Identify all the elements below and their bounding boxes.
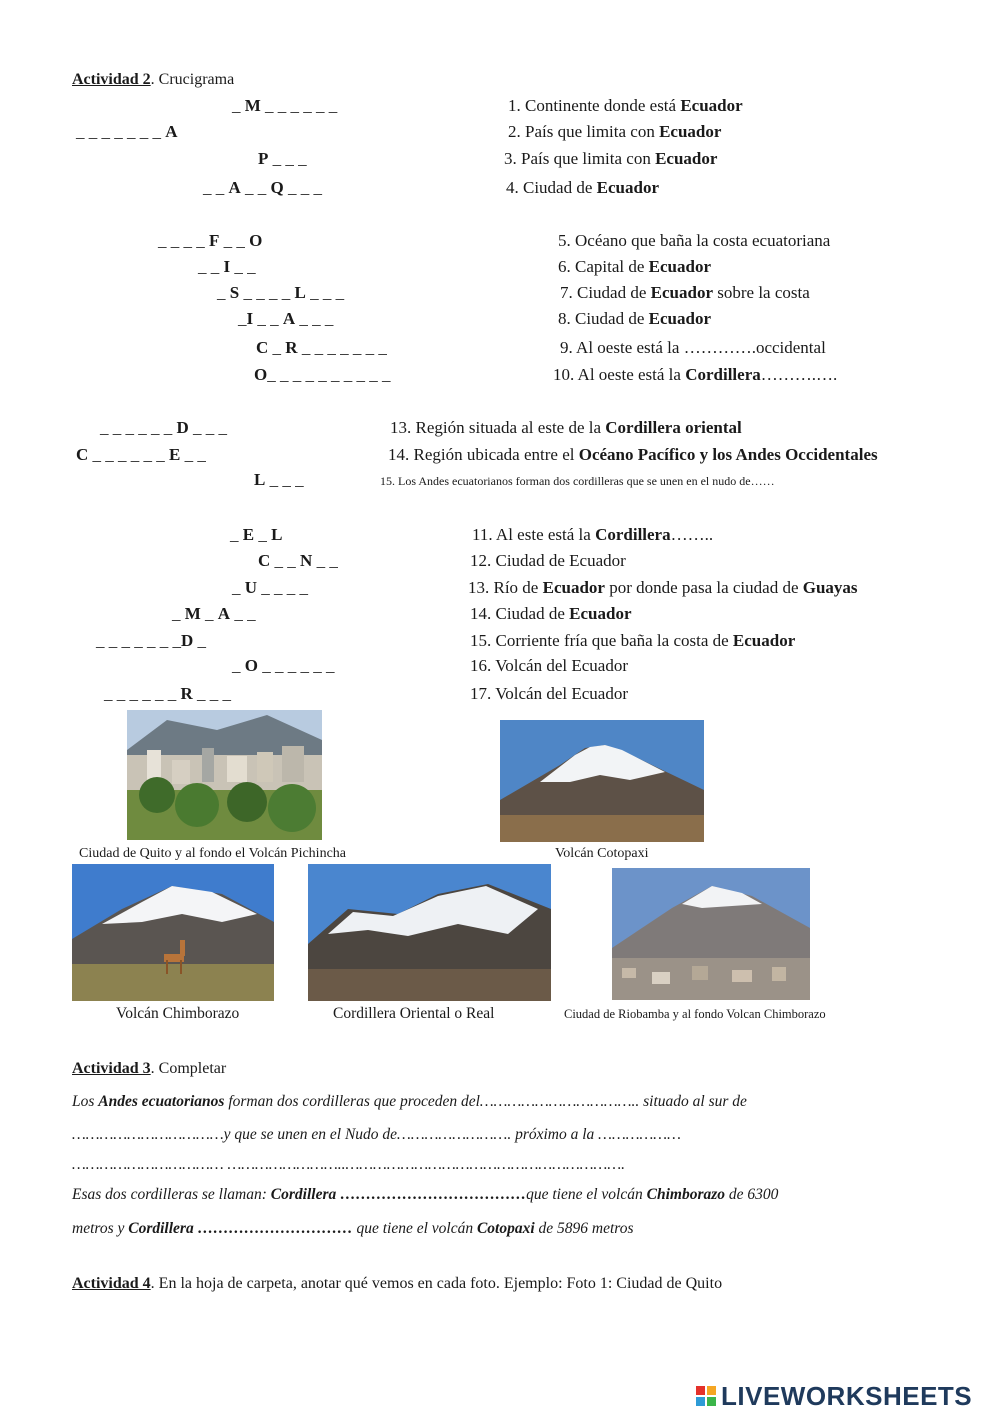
cordillera-oriental-photo [308,864,551,1001]
liveworksheets-logo-icon [696,1386,718,1408]
crossword-row-10[interactable]: O_ _ _ _ _ _ _ _ _ _ [254,365,391,384]
riobamba-photo [612,868,810,1000]
cordillera-oriental-caption: Cordillera Oriental o Real [333,1005,495,1022]
clue-14b: 14. Ciudad de Ecuador [470,604,632,623]
crossword-row-15[interactable]: C _ _ N _ _ [258,551,338,570]
liveworksheets-wordmark: LIVEWORKSHEETS [721,1381,973,1411]
clue-12: 12. Ciudad de Ecuador [470,551,626,570]
crossword-row-4[interactable]: _ _ A _ _ Q _ _ _ [203,178,323,197]
crossword-row-16[interactable]: _ U _ _ _ _ [232,578,309,597]
quito-photo [127,710,322,840]
clue-15a: 15. Los Andes ecuatorianos forman dos cordilleras que se unen en el nudo de…… [380,474,775,488]
activity3-line-1[interactable]: Los Andes ecuatorianos forman dos cordilleras que proceden del…………………………….. situado al sur de [72,1093,747,1110]
clue-7: 7. Ciudad de Ecuador sobre la costa [560,283,810,302]
crossword-row-7[interactable]: _ S _ _ _ _ L _ _ _ [217,283,345,302]
activity3-line-4[interactable]: Esas dos cordilleras se llaman: Cordillera ………………………………que tiene el volcán Chimborazo de 6300 [72,1186,779,1203]
clue-8: 8. Ciudad de Ecuador [558,309,711,328]
clue-6: 6. Capital de Ecuador [558,257,711,276]
clue-17: 17. Volcán del Ecuador [470,684,628,703]
crossword-row-13[interactable]: L _ _ _ [254,470,304,489]
activity3-heading: Actividad 3. Completar [72,1060,227,1077]
activity4-heading: Actividad 4. En la hoja de carpeta, anotar qué vemos en cada foto. Ejemplo: Foto 1: Ciudad de Quito [72,1275,723,1292]
crossword-row-18[interactable]: _ _ _ _ _ _ _D _ [96,631,207,650]
clue-5: 5. Océano que baña la costa ecuatoriana [558,231,831,250]
crossword-row-5[interactable]: _ _ _ _ F _ _ O [158,231,263,250]
activity2-title: Actividad 2 [72,71,151,88]
activity3-line-3[interactable]: …………………………… ……………………..……………………………………………………. [72,1156,625,1173]
clue-4: 4. Ciudad de Ecuador [506,178,659,197]
clue-14a: 14. Región ubicada entre el Océano Pacífico y los Andes Occidentales [388,445,878,464]
crossword-row-1[interactable]: _ M _ _ _ _ _ _ [232,96,338,115]
chimborazo-caption: Volcán Chimborazo [116,1005,240,1022]
activity2-subtitle: . Crucigrama [150,71,235,88]
crossword-row-17[interactable]: _ M _ A _ _ [172,604,256,623]
cotopaxi-caption: Volcán Cotopaxi [555,846,649,861]
clue-10: 10. Al oeste está la Cordillera……….…. [553,365,838,384]
crossword-row-11[interactable]: _ _ _ _ _ _ D _ _ _ [100,418,228,437]
cotopaxi-photo [500,720,704,842]
crossword-row-19[interactable]: _ O _ _ _ _ _ _ [232,656,335,675]
clue-3: 3. País que limita con Ecuador [504,149,718,168]
crossword-row-3[interactable]: P _ _ _ [258,149,307,168]
clue-13b: 13. Río de Ecuador por donde pasa la ciudad de Guayas [468,578,858,597]
activity2-heading [72,71,234,89]
clue-15b: 15. Corriente fría que baña la costa de Ecuador [470,631,796,650]
riobamba-caption: Ciudad de Riobamba y al fondo Volcan Chimborazo [564,1007,826,1021]
crossword-row-20[interactable]: _ _ _ _ _ _ R _ _ _ [104,684,232,703]
crossword-row-14[interactable]: _ E _ L [230,525,283,544]
clue-2: 2. País que limita con Ecuador [508,122,722,141]
crossword-row-9[interactable]: C _ R _ _ _ _ _ _ _ [256,338,387,357]
clue-1: 1. Continente donde está Ecuador [508,96,743,115]
crossword-row-8[interactable]: _I _ _ A _ _ _ [238,309,334,328]
quito-caption: Ciudad de Quito y al fondo el Volcán Pichincha [79,846,346,861]
chimborazo-photo [72,864,274,1001]
clue-11: 11. Al este está la Cordillera…….. [472,525,714,544]
crossword-row-2[interactable]: _ _ _ _ _ _ _ A [76,122,178,141]
activity3-line-5[interactable]: metros y Cordillera ………………………… que tiene el volcán Cotopaxi de 5896 metros [72,1220,634,1237]
clue-9: 9. Al oeste está la ………….occidental [560,338,826,357]
clue-13a: 13. Región situada al este de la Cordillera oriental [390,418,742,437]
crossword-row-6[interactable]: _ _ I _ _ [198,257,256,276]
crossword-row-12[interactable]: C _ _ _ _ _ _ E _ _ [76,445,206,464]
activity3-line-2[interactable]: ……………………………y que se unen en el Nudo de……………………. próximo a la ……………… [72,1126,681,1143]
clue-16: 16. Volcán del Ecuador [470,656,628,675]
liveworksheets-logo[interactable] [696,1381,972,1412]
